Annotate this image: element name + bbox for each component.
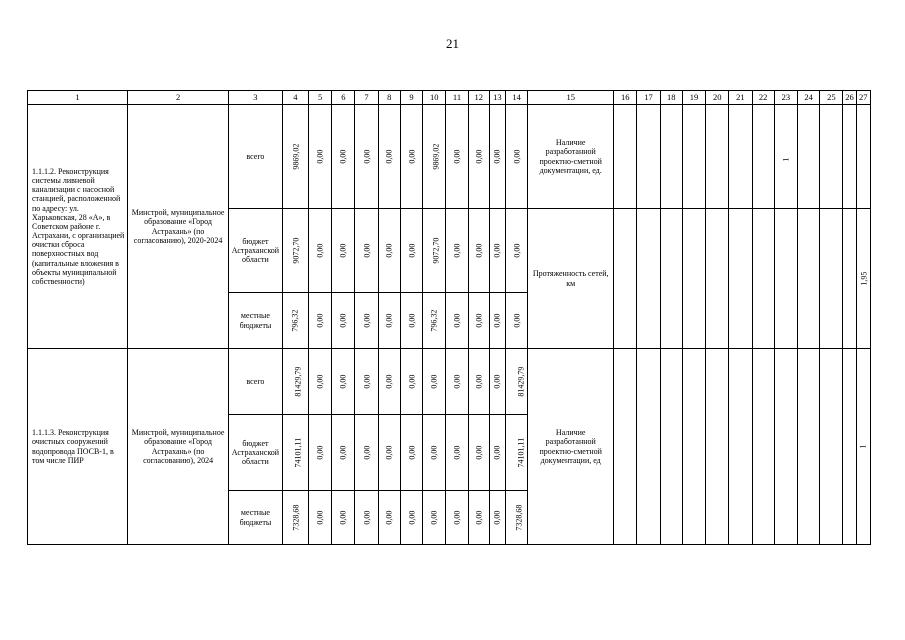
- value-cell: [332, 209, 355, 293]
- value-cell: [423, 349, 446, 415]
- value-cell: [400, 349, 422, 415]
- cell-value: 0,00: [406, 243, 416, 258]
- target-cell: [820, 209, 843, 349]
- target-cell: [820, 349, 843, 545]
- target-cell: [843, 209, 856, 349]
- column-header: 26: [843, 91, 856, 105]
- target-value: 1: [781, 157, 791, 162]
- target-cell: [637, 349, 660, 545]
- cell-value: 0,00: [315, 149, 325, 164]
- value-cell: [355, 209, 378, 293]
- column-header: 9: [400, 91, 422, 105]
- value-cell: [400, 105, 422, 209]
- value-cell: [489, 349, 505, 415]
- target-value: 1: [858, 444, 868, 449]
- cell-value: 0,00: [406, 510, 416, 525]
- value-cell: [446, 415, 468, 491]
- column-header: 20: [706, 91, 729, 105]
- column-header: 12: [468, 91, 489, 105]
- column-header: 5: [308, 91, 331, 105]
- column-header: 27: [856, 91, 870, 105]
- value-cell: [446, 209, 468, 293]
- value-cell: [332, 293, 355, 349]
- value-cell: [332, 105, 355, 209]
- cell-value: 0,00: [338, 510, 348, 525]
- value-cell: [355, 105, 378, 209]
- cell-value: 0,00: [315, 374, 325, 389]
- table-row: [28, 105, 871, 209]
- value-cell: [468, 349, 489, 415]
- column-header: 6: [332, 91, 355, 105]
- value-cell: [489, 415, 505, 491]
- value-cell: [378, 209, 400, 293]
- value-cell: [446, 293, 468, 349]
- column-header: 14: [506, 91, 528, 105]
- value-cell: [506, 293, 528, 349]
- value-cell: [308, 415, 331, 491]
- indicator-name: Наличие разработанной проектно-сметной документации, ед: [528, 349, 614, 545]
- indicator-name: Протяженность сетей, км: [528, 209, 614, 349]
- cell-value: 0,00: [315, 243, 325, 258]
- value-cell: [355, 415, 378, 491]
- cell-value: 0,00: [452, 313, 462, 328]
- cell-value: 0,00: [492, 445, 502, 460]
- value-cell: [282, 349, 308, 415]
- target-cell: [614, 209, 637, 349]
- target-cell: [752, 209, 774, 349]
- cell-value: 0,00: [512, 149, 522, 164]
- value-cell: [468, 105, 489, 209]
- value-cell: [446, 491, 468, 545]
- funding-source: бюджет Астраханской области: [229, 415, 283, 491]
- table-row: [28, 349, 871, 415]
- column-header: 11: [446, 91, 468, 105]
- target-cell: [856, 349, 870, 545]
- cell-value: 7328,68: [514, 504, 524, 531]
- value-cell: [446, 349, 468, 415]
- cell-value: 0,00: [315, 510, 325, 525]
- value-cell: [355, 491, 378, 545]
- cell-value: 0,00: [512, 243, 522, 258]
- cell-value: 0,00: [452, 243, 462, 258]
- cell-value: 0,00: [406, 374, 416, 389]
- value-cell: [506, 415, 528, 491]
- indicator-name: Наличие разработанной проектно-сметной документации, ед.: [528, 105, 614, 209]
- value-cell: [378, 415, 400, 491]
- column-header: 13: [489, 91, 505, 105]
- executor-name: Минстрой, муниципальное образование «Город Астрахань» (по согласованию), 2024: [128, 349, 229, 545]
- value-cell: [489, 209, 505, 293]
- value-cell: [506, 491, 528, 545]
- target-cell: [820, 105, 843, 209]
- value-cell: [308, 293, 331, 349]
- cell-value: 0,00: [384, 313, 394, 328]
- funding-source: всего: [229, 105, 283, 209]
- target-cell: [774, 105, 797, 209]
- value-cell: [378, 349, 400, 415]
- column-header: 10: [423, 91, 446, 105]
- cell-value: 0,00: [474, 243, 484, 258]
- column-header: 16: [614, 91, 637, 105]
- value-cell: [489, 491, 505, 545]
- cell-value: 0,00: [315, 445, 325, 460]
- cell-value: 0,00: [492, 374, 502, 389]
- column-header: 18: [660, 91, 682, 105]
- cell-value: 796,32: [429, 309, 439, 332]
- column-header: 24: [798, 91, 820, 105]
- column-header: 17: [637, 91, 660, 105]
- cell-value: 0,00: [361, 313, 371, 328]
- target-cell: [798, 105, 820, 209]
- value-cell: [400, 209, 422, 293]
- target-cell: [752, 349, 774, 545]
- cell-value: 0,00: [406, 445, 416, 460]
- target-cell: [798, 209, 820, 349]
- funding-source: бюджет Астраханской области: [229, 209, 283, 293]
- cell-value: 7328,68: [291, 504, 301, 531]
- program-table: [27, 90, 871, 545]
- value-cell: [332, 491, 355, 545]
- target-cell: [729, 209, 752, 349]
- cell-value: 0,00: [361, 510, 371, 525]
- cell-value: 0,00: [406, 313, 416, 328]
- column-header: 19: [682, 91, 705, 105]
- column-header: 21: [729, 91, 752, 105]
- cell-value: 0,00: [474, 313, 484, 328]
- target-cell: [843, 349, 856, 545]
- value-cell: [468, 491, 489, 545]
- cell-value: 0,00: [338, 445, 348, 460]
- cell-value: 0,00: [338, 243, 348, 258]
- cell-value: 74101,11: [292, 437, 302, 468]
- cell-value: 796,32: [290, 309, 300, 332]
- cell-value: 0,00: [452, 149, 462, 164]
- cell-value: 0,00: [429, 510, 439, 525]
- value-cell: [332, 349, 355, 415]
- cell-value: 0,00: [338, 149, 348, 164]
- value-cell: [378, 105, 400, 209]
- target-cell: [729, 105, 752, 209]
- value-cell: [282, 491, 308, 545]
- target-cell: [856, 105, 870, 209]
- target-cell: [843, 105, 856, 209]
- target-cell: [660, 209, 682, 349]
- column-header: 8: [378, 91, 400, 105]
- cell-value: 0,00: [384, 510, 394, 525]
- cell-value: 0,00: [406, 149, 416, 164]
- value-cell: [400, 491, 422, 545]
- funding-source: местные бюджеты: [229, 293, 283, 349]
- cell-value: 0,00: [452, 510, 462, 525]
- cell-value: 0,00: [338, 313, 348, 328]
- cell-value: 0,00: [429, 445, 439, 460]
- cell-value: 0,00: [384, 445, 394, 460]
- target-cell: [856, 209, 870, 349]
- target-cell: [706, 105, 729, 209]
- value-cell: [308, 105, 331, 209]
- target-cell: [614, 349, 637, 545]
- funding-source: местные бюджеты: [229, 491, 283, 545]
- target-cell: [614, 105, 637, 209]
- value-cell: [423, 209, 446, 293]
- cell-value: 9869,02: [431, 143, 441, 170]
- target-cell: [774, 349, 797, 545]
- value-cell: [506, 105, 528, 209]
- cell-value: 81429,79: [516, 366, 526, 397]
- cell-value: 74101,11: [516, 437, 526, 468]
- value-cell: [282, 415, 308, 491]
- value-cell: [468, 415, 489, 491]
- cell-value: 9869,02: [291, 143, 301, 170]
- value-cell: [489, 293, 505, 349]
- value-cell: [282, 209, 308, 293]
- value-cell: [506, 209, 528, 293]
- value-cell: [423, 293, 446, 349]
- target-cell: [682, 105, 705, 209]
- target-cell: [637, 209, 660, 349]
- target-cell: [637, 105, 660, 209]
- target-cell: [798, 349, 820, 545]
- target-cell: [729, 349, 752, 545]
- object-name: 1.1.1.2. Реконструкция системы ливневой канализации с насосной станцией, расположенной по адресу: ул. Харьковская, 28 «А», в Советском районе г. Астрахани, с организацией очистки сброса поверхностных вод (капитальные вложения в объекты муниципальной собственности): [28, 105, 128, 349]
- value-cell: [423, 415, 446, 491]
- value-cell: [446, 105, 468, 209]
- column-header: 1: [28, 91, 128, 105]
- column-header: 2: [128, 91, 229, 105]
- cell-value: 0,00: [429, 374, 439, 389]
- cell-value: 0,00: [474, 445, 484, 460]
- value-cell: [423, 491, 446, 545]
- cell-value: 81429,79: [293, 366, 303, 397]
- cell-value: 0,00: [361, 374, 371, 389]
- target-cell: [660, 349, 682, 545]
- target-cell: [682, 209, 705, 349]
- funding-source: всего: [229, 349, 283, 415]
- cell-value: 9072,70: [291, 237, 301, 264]
- cell-value: 0,00: [361, 243, 371, 258]
- cell-value: 0,00: [474, 374, 484, 389]
- target-cell: [752, 105, 774, 209]
- value-cell: [332, 415, 355, 491]
- value-cell: [378, 491, 400, 545]
- column-header: 15: [528, 91, 614, 105]
- cell-value: 0,00: [492, 313, 502, 328]
- column-header: 22: [752, 91, 774, 105]
- page-number: 21: [446, 36, 459, 51]
- cell-value: 0,00: [474, 149, 484, 164]
- target-cell: [774, 209, 797, 349]
- cell-value: 0,00: [384, 149, 394, 164]
- column-header: 7: [355, 91, 378, 105]
- column-header: 25: [820, 91, 843, 105]
- value-cell: [355, 349, 378, 415]
- value-cell: [468, 293, 489, 349]
- value-cell: [468, 209, 489, 293]
- header-row: [28, 91, 871, 105]
- cell-value: 0,00: [512, 313, 522, 328]
- target-cell: [706, 209, 729, 349]
- cell-value: 0,00: [492, 243, 502, 258]
- cell-value: 0,00: [338, 374, 348, 389]
- value-cell: [282, 105, 308, 209]
- cell-value: 0,00: [361, 149, 371, 164]
- cell-value: 0,00: [474, 510, 484, 525]
- cell-value: 0,00: [361, 445, 371, 460]
- cell-value: 0,00: [315, 313, 325, 328]
- value-cell: [400, 293, 422, 349]
- value-cell: [308, 209, 331, 293]
- cell-value: 0,00: [452, 445, 462, 460]
- column-header: 3: [229, 91, 283, 105]
- value-cell: [355, 293, 378, 349]
- target-cell: [682, 349, 705, 545]
- cell-value: 0,00: [452, 374, 462, 389]
- cell-value: 9072,70: [431, 237, 441, 264]
- cell-value: 0,00: [492, 149, 502, 164]
- column-header: 4: [282, 91, 308, 105]
- target-cell: [706, 349, 729, 545]
- value-cell: [423, 105, 446, 209]
- cell-value: 0,00: [384, 243, 394, 258]
- target-cell: [660, 105, 682, 209]
- value-cell: [400, 415, 422, 491]
- cell-value: 0,00: [492, 510, 502, 525]
- value-cell: [308, 349, 331, 415]
- value-cell: [282, 293, 308, 349]
- object-name: 1.1.1.3. Реконструкция очистных сооружений водопровода ПОСВ-1, в том числе ПИР: [28, 349, 128, 545]
- executor-name: Минстрой, муниципальное образование «Город Астрахань» (по согласованию), 2020-2024: [128, 105, 229, 349]
- column-header: 23: [774, 91, 797, 105]
- value-cell: [489, 105, 505, 209]
- value-cell: [308, 491, 331, 545]
- value-cell: [378, 293, 400, 349]
- value-cell: [506, 349, 528, 415]
- target-value: 1,95: [859, 271, 869, 286]
- cell-value: 0,00: [384, 374, 394, 389]
